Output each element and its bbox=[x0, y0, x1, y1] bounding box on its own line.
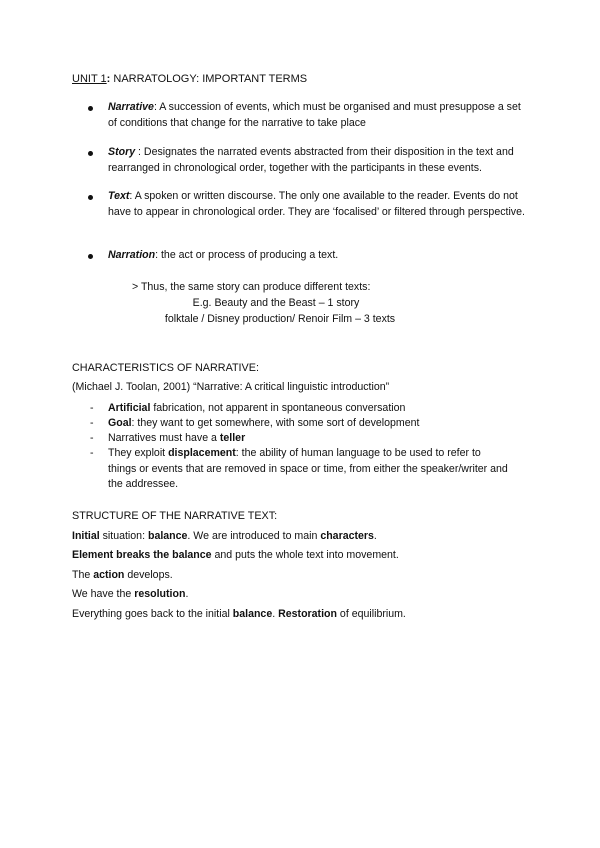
text: . We are introduced to main bbox=[187, 530, 321, 542]
text: We have the bbox=[72, 588, 135, 600]
item-bold: teller bbox=[219, 432, 246, 444]
bold-text: Initial bbox=[72, 530, 100, 542]
text: Everything goes back to the initial bbox=[72, 608, 233, 620]
dash-icon: - bbox=[90, 417, 94, 429]
item-bold: Artificial bbox=[108, 402, 151, 414]
unit-title: NARRATOLOGY: IMPORTANT TERMS bbox=[110, 73, 308, 85]
bold-text: Restoration bbox=[278, 608, 337, 620]
term-item-narration bbox=[108, 248, 528, 264]
example-line-1: E.g. Beauty and the Beast – 1 story bbox=[192, 297, 360, 309]
term-name: Story bbox=[108, 146, 136, 158]
example-intro: > Thus, the same story can produce different texts: bbox=[132, 281, 371, 293]
term-item-story bbox=[108, 145, 528, 176]
bullet-icon bbox=[88, 195, 93, 200]
bullet-icon bbox=[88, 254, 93, 259]
term-name: Narration bbox=[108, 249, 156, 261]
item-text: They exploit bbox=[108, 447, 169, 459]
text: . bbox=[185, 588, 189, 600]
characteristics-heading: CHARACTERISTICS OF NARRATIVE: bbox=[72, 362, 259, 374]
bold-text: balance bbox=[232, 608, 273, 620]
structure-line bbox=[72, 587, 188, 602]
item-text: : they want to get somewhere, with some sort of development bbox=[131, 417, 420, 429]
structure-line bbox=[72, 568, 173, 583]
text: . bbox=[373, 530, 377, 542]
structure-heading: STRUCTURE OF THE NARRATIVE TEXT: bbox=[72, 510, 278, 522]
term-definition: : A succession of events, which must be organised and must presuppose a set of conditions that change for the narrative to take place bbox=[108, 101, 521, 129]
text: and puts the whole text into movement. bbox=[211, 549, 399, 561]
bullet-icon bbox=[88, 106, 93, 111]
bold-text: resolution bbox=[134, 588, 186, 600]
term-name: Narrative bbox=[108, 101, 154, 113]
unit-label: UNIT 1 bbox=[72, 73, 107, 85]
item-text: fabrication, not apparent in spontaneous conversation bbox=[150, 402, 406, 414]
bold-text: characters bbox=[320, 530, 374, 542]
item-bold: displacement bbox=[168, 447, 236, 459]
list-item bbox=[90, 431, 508, 447]
item-text: : the ability of human language to be used to refer to things or events that are removed in space or time, from either the speaker/writer and the addressee. bbox=[108, 447, 508, 490]
text: . bbox=[272, 608, 279, 620]
bold-text: balance bbox=[147, 530, 188, 542]
example-block bbox=[0, 296, 600, 327]
structure-line bbox=[72, 548, 399, 563]
text: The bbox=[72, 569, 94, 581]
example-line-2: folktale / Disney production/ Renoir Film – 3 texts bbox=[164, 312, 396, 325]
structure-line bbox=[72, 607, 406, 622]
bold-text: action bbox=[93, 569, 125, 581]
list-item bbox=[90, 416, 508, 432]
text: situation: bbox=[99, 530, 148, 542]
term-definition: : Designates the narrated events abstracted from their disposition in the text and rearranged in chronological order, together with the participants in these events. bbox=[108, 146, 514, 174]
dash-icon: - bbox=[90, 402, 94, 414]
item-bold: Goal bbox=[108, 417, 132, 429]
list-item bbox=[90, 446, 508, 493]
text: of equilibrium. bbox=[336, 608, 406, 620]
bullet-icon bbox=[88, 151, 93, 156]
item-text: Narratives must have a bbox=[108, 432, 220, 444]
term-definition: : the act or process of producing a text. bbox=[155, 249, 339, 261]
term-item-narrative bbox=[108, 100, 528, 131]
structure-line bbox=[72, 529, 377, 544]
characteristics-citation: (Michael J. Toolan, 2001) “Narrative: A critical linguistic introduction” bbox=[72, 381, 390, 393]
term-definition: : A spoken or written discourse. The only one available to the reader. Events do not have to appear in chronological order. They are ‘focalised’ or filtered through perspective. bbox=[108, 190, 525, 218]
dash-icon: - bbox=[90, 432, 94, 444]
text: develops. bbox=[124, 569, 173, 581]
term-name: Text bbox=[108, 190, 130, 202]
bold-text: Element breaks the balance bbox=[72, 549, 212, 561]
unit-heading bbox=[72, 73, 307, 85]
list-item bbox=[90, 401, 508, 417]
term-item-text bbox=[108, 189, 528, 220]
unit-colon: : bbox=[106, 73, 111, 85]
dash-icon: - bbox=[90, 447, 94, 459]
